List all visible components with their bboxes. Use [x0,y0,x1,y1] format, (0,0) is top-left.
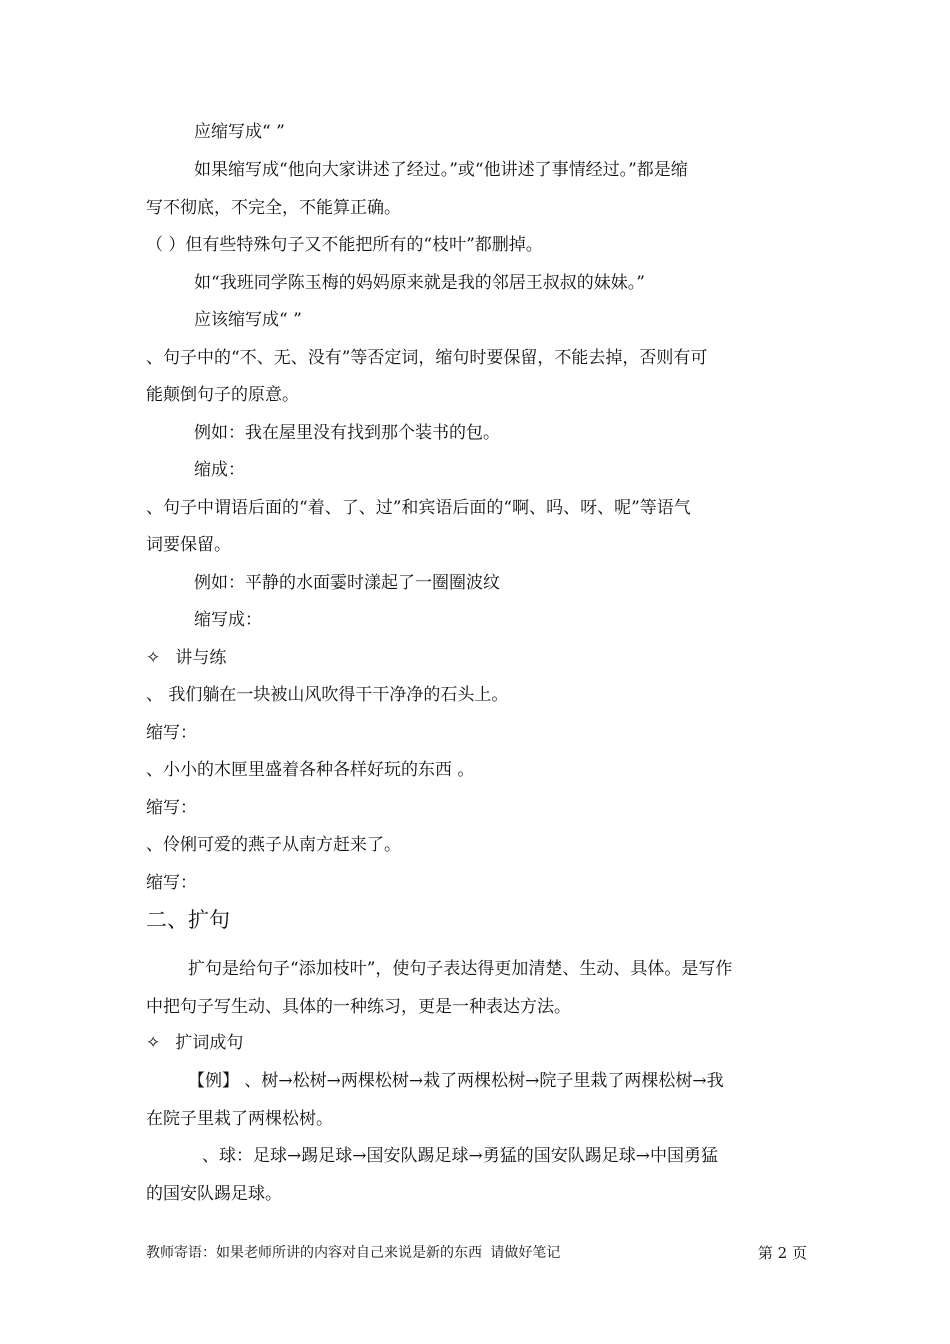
text-line: 写不彻底，不完全，不能算正确。 [146,198,401,218]
text-line: 能颠倒句子的原意。 [146,385,299,405]
text-line: 、 我们躺在一块被山风吹得干干净净的石头上。 [146,685,509,705]
text-line: 在院子里栽了两棵松树。 [146,1109,333,1129]
section-heading-text: 讲与练 [175,648,227,668]
diamond-icon: ✧ [146,1033,161,1053]
text-line: 如“我班同学陈玉梅的妈妈原来就是我的邻居王叔叔的妹妹。” [194,273,645,293]
text-line: 缩写： [146,873,197,893]
text-line: 、句子中的“不、无、没有”等否定词，缩句时要保留，不能去掉，否则有可 [146,348,708,368]
teacher-note: 教师寄语：如果老师所讲的内容对自己来说是新的东西 请做好笔记 [146,1245,561,1261]
section-heading [146,646,807,670]
text-line: 词要保留。 [146,535,231,555]
text-line: 例如：平静的水面霎时漾起了一圈圈波纹 [194,573,500,593]
text-line: 【例】 、树→松树→两棵松树→栽了两棵松树→院子里栽了两棵松树→我 [188,1071,724,1091]
text-line: 如果缩写成“他向大家讲述了经过。”或“他讲述了事情经过。”都是缩 [194,160,688,180]
text-line: 、小小的木匣里盛着各种各样好玩的东西 。 [146,760,475,780]
text-line: （ ）但有些特殊句子又不能把所有的“枝叶”都删掉。 [146,235,543,255]
text-line: 、球：足球→踢足球→国安队踢足球→勇猛的国安队踢足球→中国勇猛 [202,1146,718,1166]
text-line: 、伶俐可爱的燕子从南方赶来了。 [146,835,401,855]
text-line: 缩写： [146,798,197,818]
text-line: 缩写： [146,723,197,743]
text-line: 扩句是给句子“添加枝叶”，使句子表达得更加清楚、生动、具体。是写作 [188,959,733,979]
text-line: 、句子中谓语后面的“着、了、过”和宾语后面的“啊、吗、呀、呢”等语气 [146,498,691,518]
text-line: 例如：我在屋里没有找到那个装书的包。 [194,423,500,443]
text-line: 应该缩写成“ ” [194,310,302,330]
section-heading [146,1031,807,1055]
text-line: 缩写成： [194,610,262,630]
text-line: 应缩写成“ ” [194,122,285,142]
page-number: 第 2 页 [757,1244,807,1262]
chapter-heading: 二、扩句 [146,908,230,932]
text-line: 缩成： [194,460,245,480]
diamond-icon: ✧ [146,648,161,668]
text-line: 的国安队踢足球。 [146,1184,282,1204]
text-line: 中把句子写生动、具体的一种练习，更是一种表达方法。 [146,997,571,1017]
section-heading-text: 扩词成句 [175,1033,244,1053]
